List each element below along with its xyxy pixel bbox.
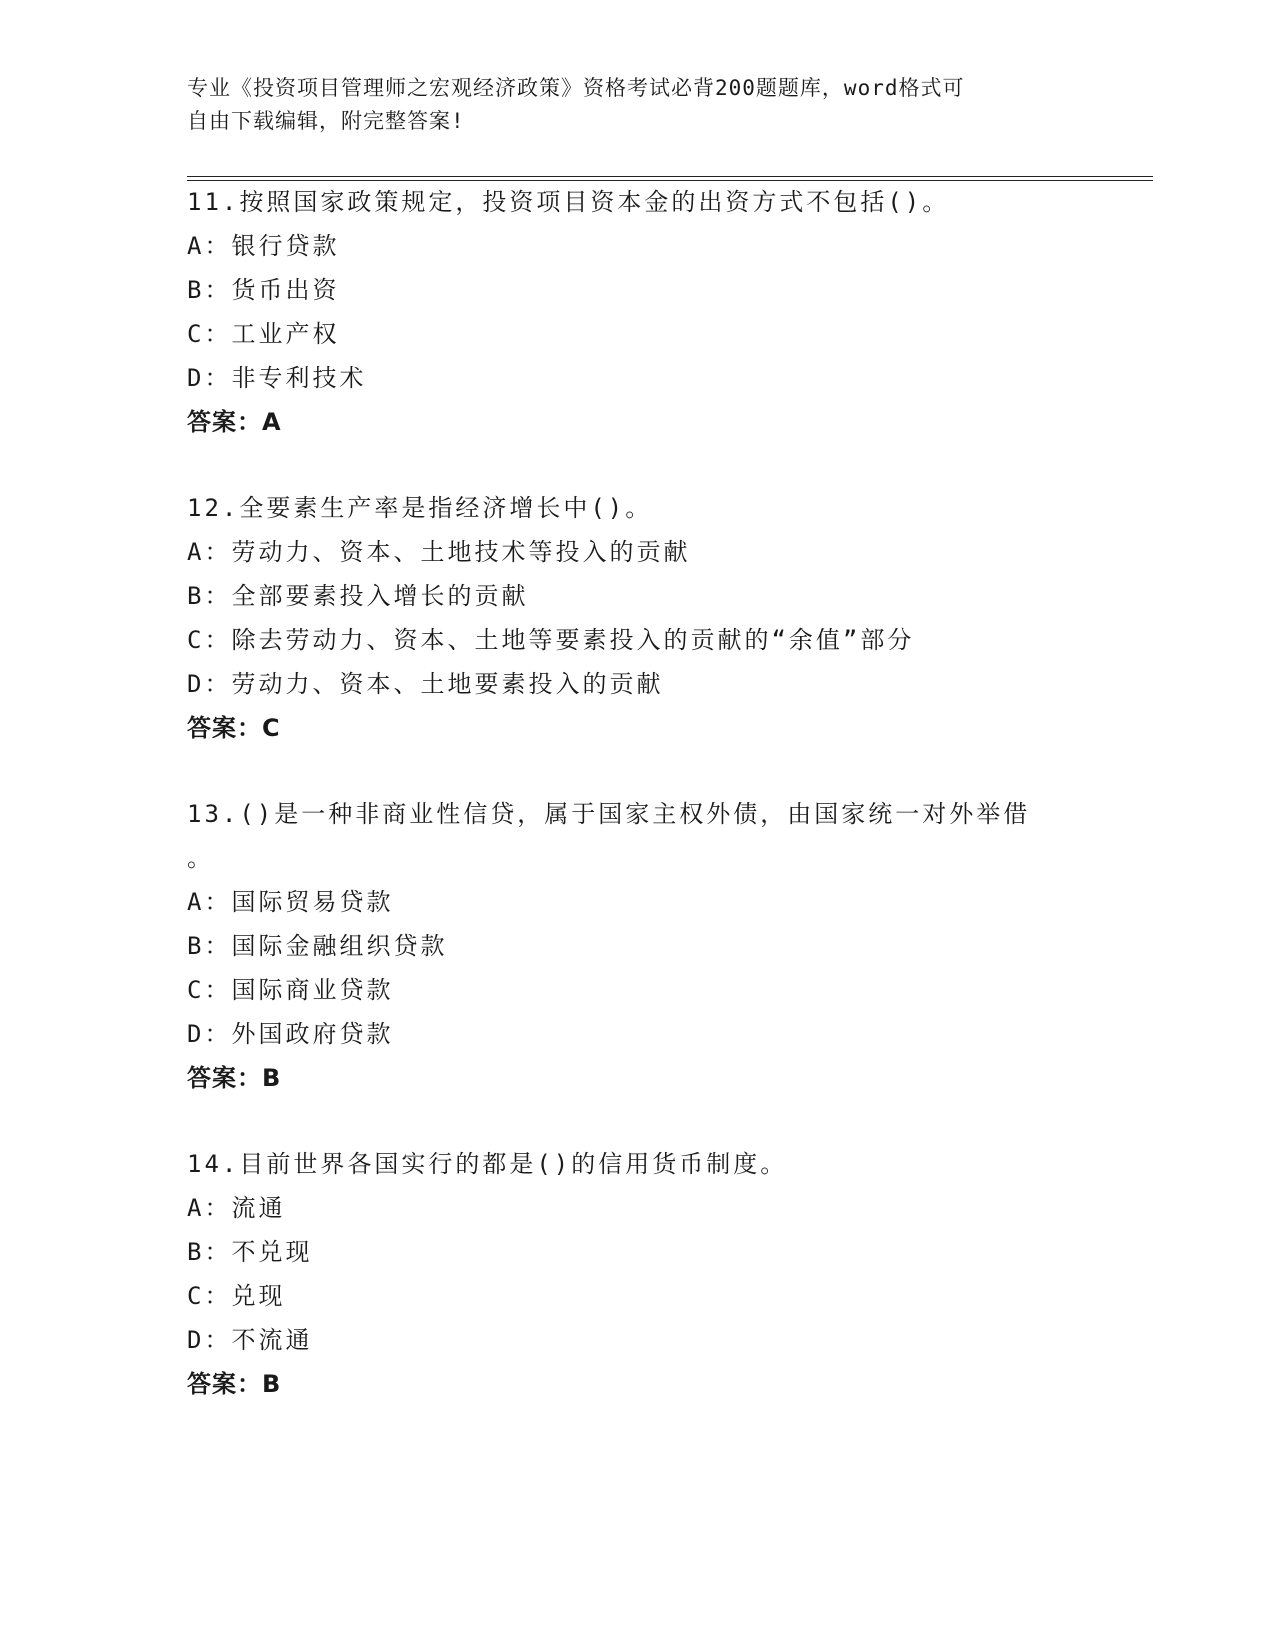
question-14-option-d: D：不流通: [187, 1326, 313, 1354]
question-12-stem: 12.全要素生产率是指经济增长中()。: [187, 494, 653, 522]
question-13-option-d: D：外国政府贷款: [187, 1020, 394, 1048]
question-14-option-b: B：不兑现: [187, 1238, 313, 1266]
question-13-stem-continuation: 。: [187, 844, 214, 872]
question-11-answer: 答案：A: [187, 408, 282, 436]
question-14-answer: 答案：B: [187, 1370, 282, 1398]
question-13-answer: 答案：B: [187, 1064, 282, 1092]
question-12-option-c: C：除去劳动力、资本、土地等要素投入的贡献的“余值”部分: [187, 626, 915, 654]
question-11-stem: 11.按照国家政策规定，投资项目资本金的出资方式不包括()。: [187, 188, 950, 216]
question-11-option-c: C：工业产权: [187, 320, 340, 348]
question-12-option-a: A：劳动力、资本、土地技术等投入的贡献: [187, 538, 691, 566]
header-line-2: 自由下载编辑，附完整答案!: [187, 109, 465, 133]
question-13-option-a: A：国际贸易贷款: [187, 888, 394, 916]
header-line-1: 专业《投资项目管理师之宏观经济政策》资格考试必背200题题库，word格式可: [187, 76, 965, 100]
question-11-option-d: D：非专利技术: [187, 364, 367, 392]
question-12-answer: 答案：C: [187, 714, 281, 742]
header-divider: [187, 176, 1153, 181]
question-14-option-a: A：流通: [187, 1194, 286, 1222]
question-13-option-c: C：国际商业贷款: [187, 976, 394, 1004]
question-12-option-d: D：劳动力、资本、土地要素投入的贡献: [187, 670, 664, 698]
question-11-option-b: B：货币出资: [187, 276, 340, 304]
question-13-option-b: B：国际金融组织贷款: [187, 932, 448, 960]
question-14-stem: 14.目前世界各国实行的都是()的信用货币制度。: [187, 1150, 788, 1178]
document-header: [187, 72, 1087, 138]
question-12-option-b: B：全部要素投入增长的贡献: [187, 582, 529, 610]
question-13-stem: 13.()是一种非商业性信贷，属于国家主权外债，由国家统一对外举借: [187, 800, 1031, 828]
question-14-option-c: C：兑现: [187, 1282, 286, 1310]
question-11-option-a: A：银行贷款: [187, 232, 340, 260]
